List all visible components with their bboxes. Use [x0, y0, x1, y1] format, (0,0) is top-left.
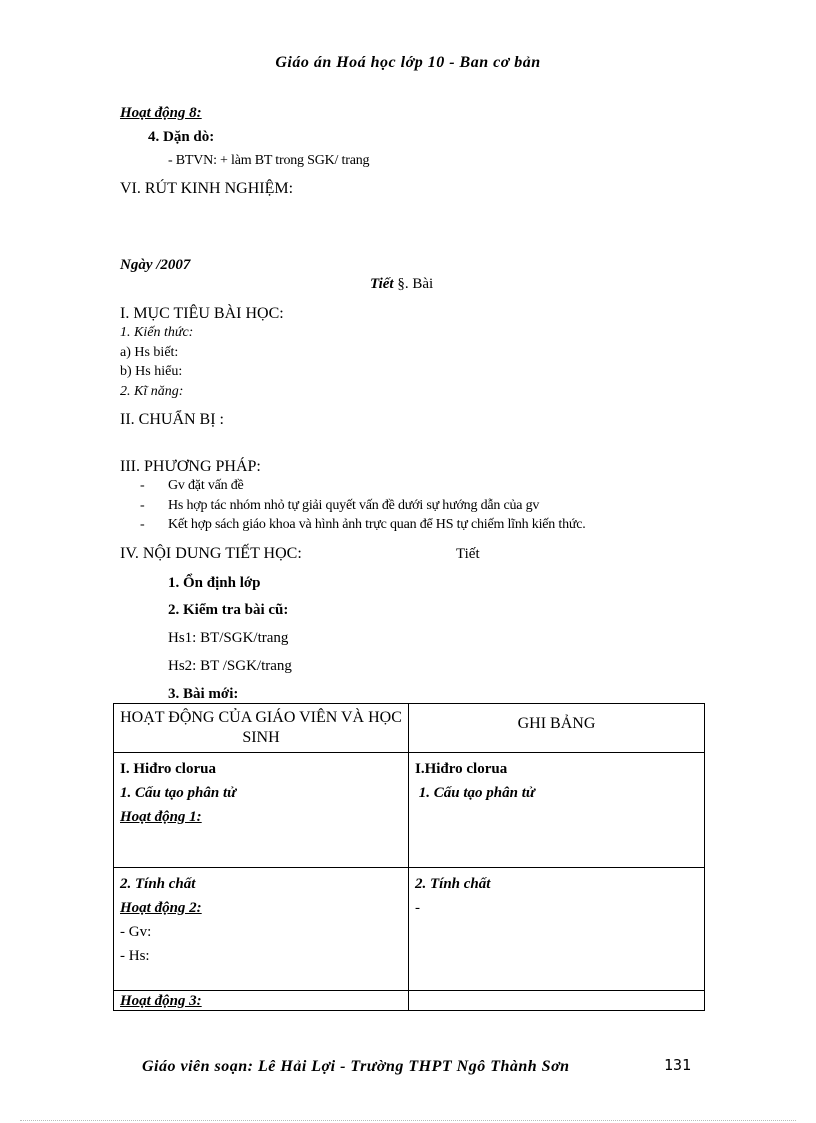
- noi-dung-heading: IV. NỘI DUNG TIẾT HỌC:: [120, 545, 302, 562]
- cell-line: I.Hiđro clorua: [415, 761, 508, 777]
- rut-kinh-nghiem-heading: VI. RÚT KINH NGHIỆM:: [120, 180, 294, 197]
- hs-biet-line: a) Hs biết:: [120, 345, 179, 360]
- lesson-title: [370, 276, 433, 293]
- cell-line: Hoạt động 2:: [120, 900, 202, 916]
- lesson-date: Ngày /2007: [120, 257, 191, 273]
- table-cell-right: [409, 753, 705, 868]
- noi-dung-tiet: Tiết: [456, 546, 480, 562]
- cell-line: - Hs:: [120, 948, 150, 964]
- tiet-label: Tiết: [370, 276, 394, 292]
- cell-line: 2. Tính chất: [120, 876, 196, 892]
- cell-line: I. Hiđro clorua: [120, 761, 216, 777]
- page-number: 131: [664, 1056, 692, 1074]
- table-header-activities: HOẠT ĐỘNG CỦA GIÁO VIÊN VÀ HỌC SINH: [114, 704, 409, 753]
- table-cell-left: [114, 868, 409, 991]
- method-item: Kết hợp sách giáo khoa và hình ảnh trực quan để HS tự chiếm lĩnh kiến thức.: [168, 517, 586, 532]
- cell-line: Hoạt động 3:: [120, 993, 202, 1009]
- method-item: Hs hợp tác nhóm nhỏ tự giải quyết vấn đề dưới sự hướng dẫn của gv: [168, 498, 540, 513]
- cell-line: - Gv:: [120, 924, 152, 940]
- method-bullet: -: [140, 478, 145, 493]
- page-bottom-divider: [20, 1120, 796, 1121]
- kien-thuc-heading: 1. Kiến thức:: [120, 325, 194, 340]
- ki-nang-heading: 2. Kĩ năng:: [120, 384, 184, 399]
- phuong-phap-heading: III. PHƯƠNG PHÁP:: [120, 458, 261, 475]
- homework-line: - BTVN: + làm BT trong SGK/ trang: [168, 153, 370, 168]
- footer-author: Giáo viên soạn: Lê Hải Lợi - Trường THPT Ngô Thành Sơn: [142, 1058, 570, 1075]
- cell-line: -: [415, 900, 420, 916]
- activity-8-heading: Hoạt động 8:: [120, 105, 202, 121]
- kiem-tra-bai-cu: 2. Kiểm tra bài cũ:: [168, 602, 289, 618]
- lesson-table: [113, 703, 705, 1011]
- on-dinh-lop: 1. Ổn định lớp: [168, 575, 261, 591]
- table-cell-left: [114, 991, 409, 1011]
- table-cell-right: [409, 868, 705, 991]
- method-item: Gv đặt vấn đề: [168, 478, 244, 493]
- muc-tieu-heading: I. MỤC TIÊU BÀI HỌC:: [120, 305, 284, 322]
- dan-do-heading: 4. Dặn dò:: [148, 129, 215, 145]
- hs-hieu-line: b) Hs hiểu:: [120, 364, 183, 379]
- chuan-bi-heading: II. CHUẨN BỊ :: [120, 411, 224, 428]
- table-header-ghi-bang: GHI BẢNG: [409, 704, 705, 753]
- table-header-row: [114, 704, 705, 753]
- page-header-title: Giáo án Hoá học lớp 10 - Ban cơ bản: [275, 54, 541, 71]
- bai-moi-heading: 3. Bài mới:: [168, 686, 239, 702]
- hs2-line: Hs2: BT /SGK/trang: [168, 658, 292, 674]
- table-row: [114, 753, 705, 868]
- method-bullet: -: [140, 498, 145, 513]
- bai-label: §. Bài: [393, 276, 434, 292]
- cell-line: 2. Tính chất: [415, 876, 491, 892]
- table-row: [114, 991, 705, 1011]
- hs1-line: Hs1: BT/SGK/trang: [168, 630, 289, 646]
- table-row: [114, 868, 705, 991]
- cell-line: 1. Cấu tạo phân tử: [415, 785, 535, 801]
- table-cell-left: [114, 753, 409, 868]
- cell-line: 1. Cấu tạo phân tử: [120, 785, 237, 801]
- table-cell-right: [409, 991, 705, 1011]
- cell-line: Hoạt động 1:: [120, 809, 202, 825]
- method-bullet: -: [140, 517, 145, 532]
